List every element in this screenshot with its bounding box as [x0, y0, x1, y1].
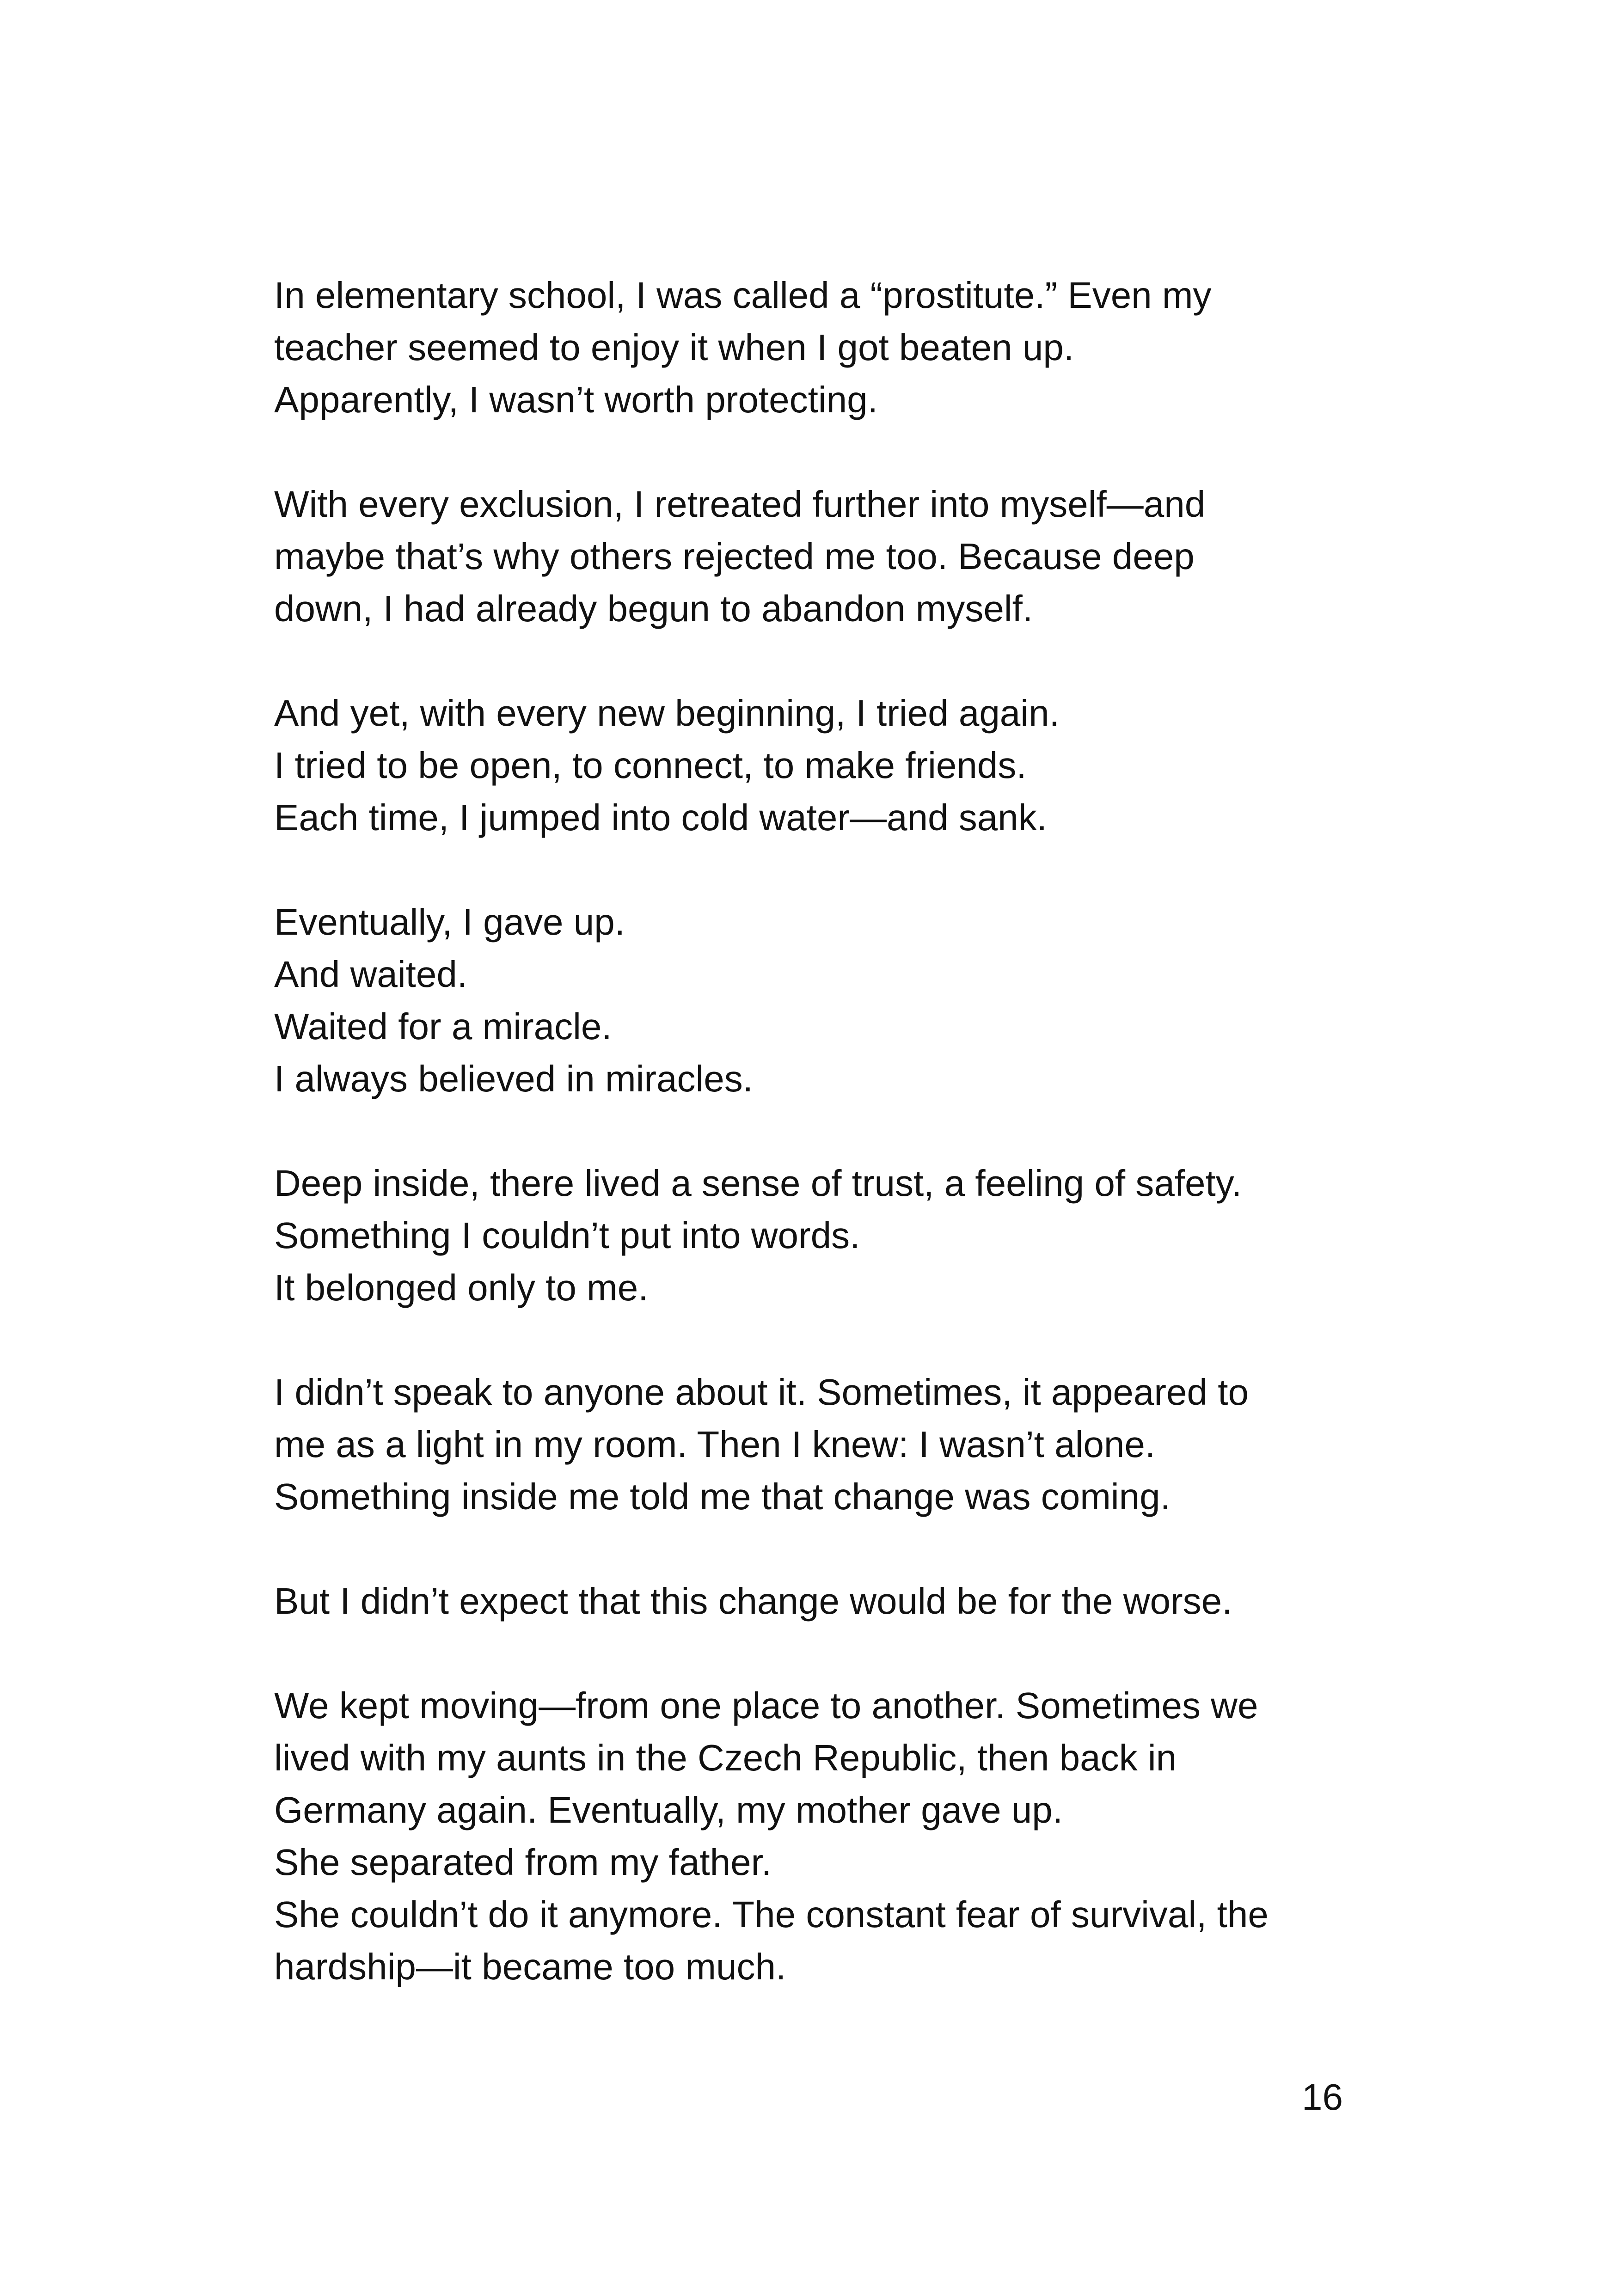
text-line: Deep inside, there lived a sense of trust, a feeling of safety. [274, 1163, 1242, 1204]
text-line: She separated from my father. [274, 1842, 772, 1883]
text-line: Something inside me told me that change was coming. [274, 1476, 1171, 1517]
text-line: Waited for a miracle. [274, 1006, 612, 1047]
paragraph-3 [274, 687, 1393, 844]
text-line: In elementary school, I was called a “prostitute.” Even my [274, 275, 1212, 316]
body-text [274, 269, 1393, 2045]
text-line: lived with my aunts in the Czech Republic, then back in [274, 1737, 1177, 1778]
text-line: It belonged only to me. [274, 1267, 649, 1308]
text-line: hardship—it became too much. [274, 1946, 786, 1987]
paragraph-6 [274, 1366, 1393, 1523]
text-line: I didn’t speak to anyone about it. Sometimes, it appeared to [274, 1371, 1249, 1413]
text-line: Germany again. Eventually, my mother gave up. [274, 1789, 1063, 1831]
text-line: teacher seemed to enjoy it when I got beaten up. [274, 327, 1074, 368]
text-line: With every exclusion, I retreated further into myself—and [274, 484, 1206, 525]
page-number: 16 [1302, 2076, 1343, 2118]
text-line: Something I couldn’t put into words. [274, 1215, 860, 1256]
paragraph-7 [274, 1575, 1393, 1627]
paragraph-8 [274, 1679, 1393, 1993]
text-line: maybe that’s why others rejected me too. Because deep [274, 536, 1195, 577]
text-line: And yet, with every new beginning, I tried again. [274, 692, 1060, 734]
text-line: Eventually, I gave up. [274, 901, 625, 943]
text-line: I always believed in miracles. [274, 1058, 753, 1099]
paragraph-4 [274, 896, 1393, 1105]
text-line: We kept moving—from one place to another. Sometimes we [274, 1685, 1258, 1726]
text-line: me as a light in my room. Then I knew: I wasn’t alone. [274, 1424, 1156, 1465]
paragraph-1 [274, 269, 1393, 426]
paragraph-5 [274, 1157, 1393, 1314]
text-line: Apparently, I wasn’t worth protecting. [274, 379, 878, 420]
paragraph-2 [274, 478, 1393, 635]
text-line: Each time, I jumped into cold water—and sank. [274, 797, 1047, 838]
text-line: But I didn’t expect that this change would be for the worse. [274, 1580, 1232, 1622]
text-line: And waited. [274, 954, 468, 995]
text-line: down, I had already begun to abandon myself. [274, 588, 1033, 629]
text-line: I tried to be open, to connect, to make friends. [274, 745, 1027, 786]
text-line: She couldn’t do it anymore. The constant fear of survival, the [274, 1894, 1269, 1935]
